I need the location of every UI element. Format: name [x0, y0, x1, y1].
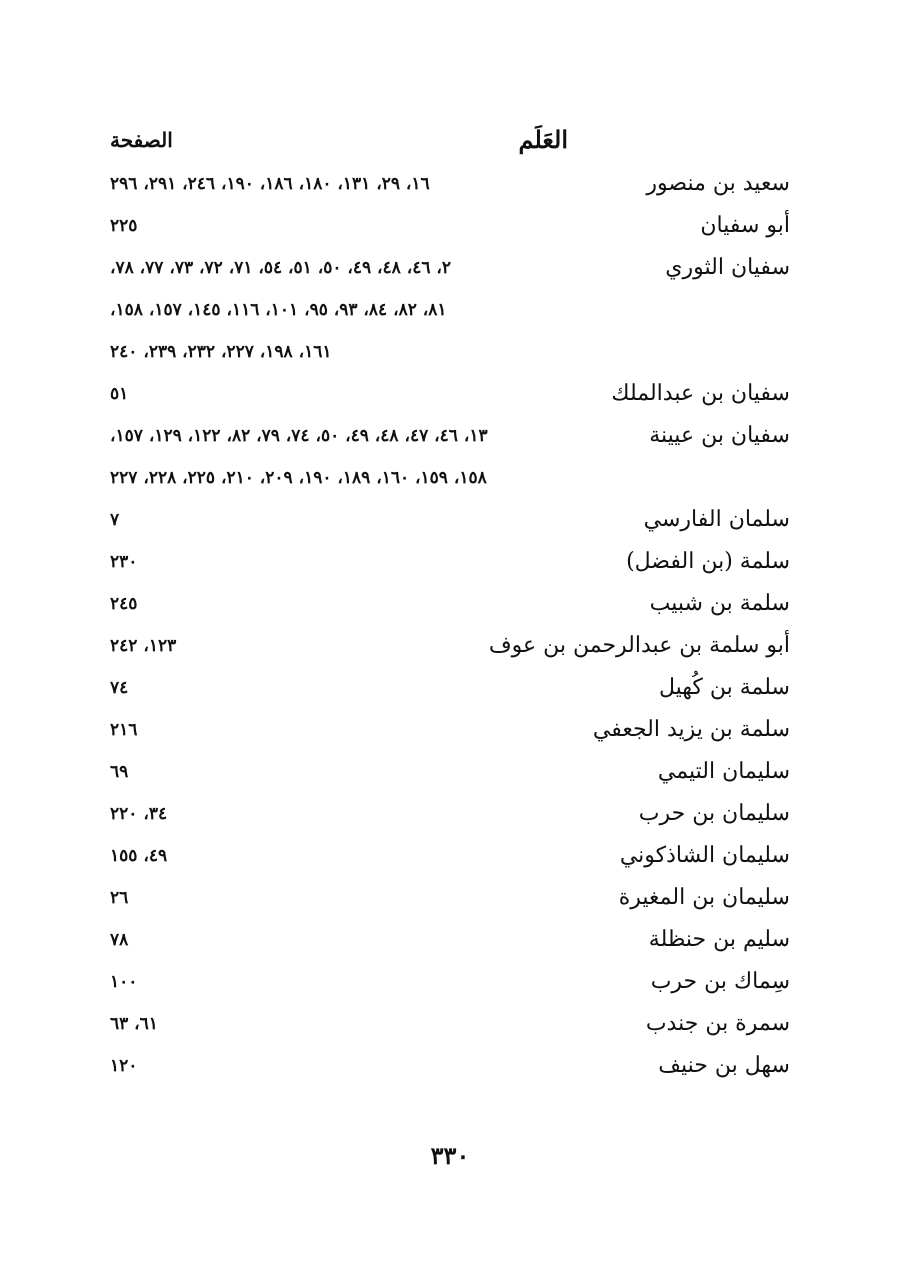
entry-page-refs: ١٦، ٢٩، ١٣١، ١٨٠، ١٨٦، ١٩٠، ٢٤٦، ٢٩١، ٢٩٦	[110, 174, 430, 194]
entry-name: سليم بن حنظلة	[648, 927, 790, 952]
entry-page-refs: ١٢٣، ٢٤٢	[110, 636, 177, 656]
entry-page-refs: ١٣، ٤٦، ٤٧، ٤٨، ٤٩، ٥٠، ٧٤، ٧٩، ٨٢، ١٢٢، ١٢٩، ١٥٧،	[110, 426, 488, 446]
index-entry	[110, 751, 790, 793]
entry-page-refs: ٦١، ٦٣	[110, 1014, 158, 1034]
index-entry	[110, 667, 790, 709]
index-entry	[110, 373, 790, 415]
index-entry	[110, 205, 790, 247]
entry-name: سعيد بن منصور	[646, 171, 790, 196]
index-entry	[110, 919, 790, 961]
entry-name: سلمان الفارسي	[643, 507, 790, 532]
index-entry	[110, 835, 790, 877]
index-entry	[110, 247, 790, 289]
index-entry	[110, 1003, 790, 1045]
entry-name: سِماك بن حرب	[650, 969, 790, 994]
entry-name: سليمان بن حرب	[638, 801, 790, 826]
entry-name: سليمان التيمي	[657, 759, 790, 784]
column-header-name: العَلَم	[518, 125, 568, 154]
entry-name: أبو سلمة بن عبدالرحمن بن عوف	[488, 633, 790, 658]
entry-page-refs: ١٠٠	[110, 972, 138, 992]
index-entry	[110, 583, 790, 625]
entry-page-refs: ٥١	[110, 384, 129, 404]
index-entry	[110, 709, 790, 751]
entry-page-refs: ٧	[110, 510, 120, 530]
page-number: ٣٣٠	[430, 1141, 470, 1170]
index-entry	[110, 1045, 790, 1087]
entry-name: سهل بن حنيف	[658, 1053, 790, 1078]
entry-page-refs: ٨١، ٨٢، ٨٤، ٩٣، ٩٥، ١٠١، ١١٦، ١٤٥، ١٥٧، ١٥٨،	[110, 300, 447, 320]
entry-page-refs: ٢١٦	[110, 720, 138, 740]
entry-page-refs: ٢٤٥	[110, 594, 138, 614]
entry-page-refs: ٢٢٥	[110, 216, 138, 236]
index-entry	[110, 625, 790, 667]
entry-name: سلمة (بن الفضل)	[626, 549, 790, 574]
entry-page-refs: ١٥٨، ١٥٩، ١٦٠، ١٨٩، ١٩٠، ٢٠٩، ٢١٠، ٢٢٥، ٢٢٨، ٢٢٧	[110, 468, 487, 488]
entry-page-refs: ١٢٠	[110, 1056, 138, 1076]
entry-name: سفيان الثوري	[665, 255, 790, 280]
index-entry	[110, 499, 790, 541]
entry-name: سليمان بن المغيرة	[618, 885, 790, 910]
entry-name: سفيان بن عيينة	[649, 423, 790, 448]
entry-page-refs: ٤٩، ١٥٥	[110, 846, 168, 866]
entry-name: سلمة بن يزيد الجعفي	[592, 717, 790, 742]
index-entry-continuation	[110, 331, 790, 373]
index-entry	[110, 961, 790, 1003]
index-entry	[110, 163, 790, 205]
entry-name: سليمان الشاذكوني	[619, 843, 790, 868]
entry-page-refs: ٢، ٤٦، ٤٨، ٤٩، ٥٠، ٥١، ٥٤، ٧١، ٧٢، ٧٣، ٧٧، ٧٨،	[110, 258, 452, 278]
entry-page-refs: ٢٦	[110, 888, 129, 908]
entry-page-refs: ٦٩	[110, 762, 129, 782]
entry-page-refs: ١٦١، ١٩٨، ٢٢٧، ٢٣٢، ٢٣٩، ٢٤٠	[110, 342, 332, 362]
entry-name: سلمة بن شبيب	[649, 591, 790, 616]
index-entry	[110, 793, 790, 835]
entry-page-refs: ٢٣٠	[110, 552, 138, 572]
entry-name: سلمة بن كُهيل	[658, 675, 790, 700]
entry-page-refs: ٣٤، ٢٢٠	[110, 804, 168, 824]
index-entry-continuation	[110, 289, 790, 331]
entry-name: سمرة بن جندب	[645, 1011, 790, 1036]
entry-name: سفيان بن عبدالملك	[611, 381, 790, 406]
index-entry	[110, 541, 790, 583]
entry-page-refs: ٧٤	[110, 678, 129, 698]
index-entry	[110, 877, 790, 919]
entry-page-refs: ٧٨	[110, 930, 129, 950]
entry-name: أبو سفيان	[700, 213, 790, 238]
index-entry	[110, 415, 790, 457]
column-header-pages: الصفحة	[110, 128, 173, 152]
index-entry-continuation	[110, 457, 790, 499]
